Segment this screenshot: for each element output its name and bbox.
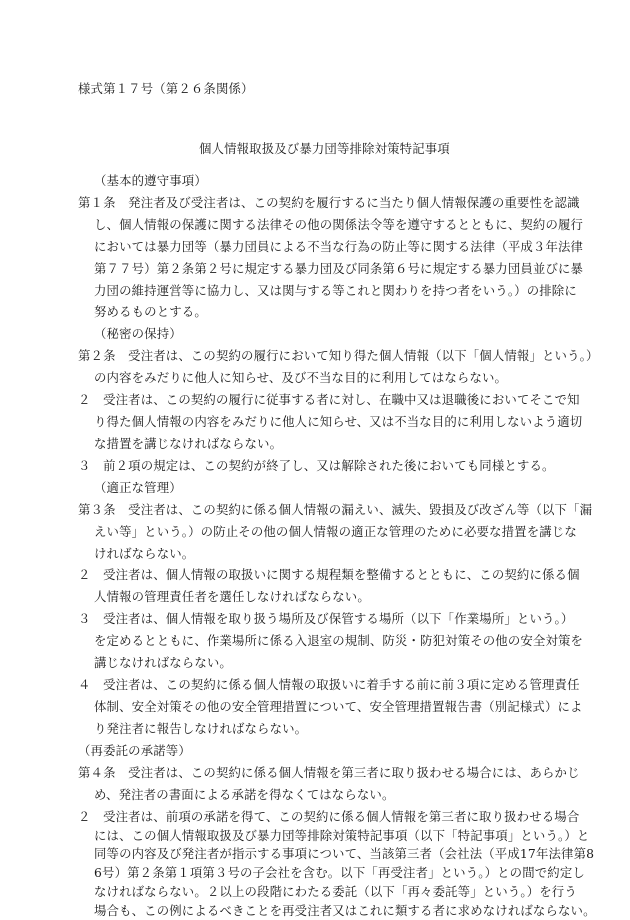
article-4-paragraph-line: 6号）第２条第１項第３号の子会社を含む。以下「再受注者」という。）との間で約定し xyxy=(94,865,585,881)
article-4-paragraph-line: 場合も、この例によるべきことを再受注者又はこれに類する者に求めなければならない。 xyxy=(94,902,596,918)
article-3-paragraph-line: ４ 受注者は、この契約に係る個人情報の取扱いに着手する前に前３項に定める管理責任 xyxy=(78,677,580,692)
article-2-paragraph-line: な措置を講じなければならない。 xyxy=(94,436,283,451)
article-1-line: 第１条 発注者及び受注者は、この契約を履行するに当たり個人情報保護の重要性を認識 xyxy=(78,195,580,210)
section-heading: （適正な管理） xyxy=(94,480,182,495)
article-1-line: 努めるものとする。 xyxy=(94,304,207,319)
article-3-paragraph-line: を定めるとともに、作業場所に係る入退室の規制、防災・防犯対策その他の安全対策を xyxy=(94,633,584,648)
article-4-paragraph-line: 同等の内容及び発注者が指示する事項について、当該第三者（会社法（平成17年法律第8 xyxy=(94,846,595,862)
section-heading: （再委託の承諾等） xyxy=(78,743,191,758)
article-2-paragraph-line: ２ 受注者は、この契約の履行に従事する者に対し、在職中又は退職後においてそこで知 xyxy=(78,392,580,407)
document-title: 個人情報取扱及び暴力団等排除対策特記事項 xyxy=(199,141,450,156)
article-3-line: 第３条 受注者は、この契約に係る個人情報の漏えい、滅失、毀損及び改ざん等（以下「漏 xyxy=(78,502,593,517)
form-number: 様式第１７号（第２６条関係） xyxy=(78,81,254,96)
article-2-paragraph-line: ３ 前２項の規定は、この契約が終了し、又は解除された後においても同様とする。 xyxy=(78,458,555,473)
article-4-line: め、発注者の書面による承諾を得なくてはならない。 xyxy=(94,787,395,802)
article-3-paragraph-line: 人情報の管理責任者を選任しなければならない。 xyxy=(94,589,370,604)
article-3-paragraph-line: 体制、安全対策その他の安全管理措置について、安全管理措置報告書（別記様式）によ xyxy=(94,699,583,714)
article-1-line: 第７７号）第２条第２号に規定する暴力団及び同条第６号に規定する暴力団員並びに暴 xyxy=(94,261,584,276)
article-2-line: 第２条 受注者は、この契約の履行において知り得た個人情報（以下「個人情報」という。） xyxy=(78,348,599,363)
article-3-paragraph-line: ２ 受注者は、個人情報の取扱いに関する規程類を整備するとともに、この契約に係る個 xyxy=(78,567,580,582)
article-1-line: し、個人情報の保護に関する法律その他の関係法令等を遵守するとともに、契約の履行 xyxy=(94,217,584,232)
article-1-line: 力団の維持運営等に協力し、又は関与する等これと関わりを持つ者をいう。）の排除に xyxy=(94,283,577,298)
article-2-paragraph-line: り得た個人情報の内容をみだりに他人に知らせ、又は不当な目的に利用しないよう適切 xyxy=(94,414,583,429)
article-4-line: 第４条 受注者は、この契約に係る個人情報を第三者に取り扱わせる場合には、あらかじ xyxy=(78,765,580,780)
article-3-paragraph-line: 講じなければならない。 xyxy=(94,655,232,670)
article-4-paragraph-line: ２ 受注者は、前項の承諾を得て、この契約に係る個人情報を第三者に取り扱わせる場合 xyxy=(78,809,580,824)
article-1-line: においては暴力団等（暴力団員による不当な行為の防止等に関する法律（平成３年法律 xyxy=(94,239,584,254)
section-heading: （秘密の保持） xyxy=(94,326,182,341)
article-3-line: ければならない。 xyxy=(94,546,195,561)
article-2-line: の内容をみだりに他人に知らせ、及び不当な目的に利用してはならない。 xyxy=(94,370,508,385)
article-3-paragraph-line: ３ 受注者は、個人情報を取り扱う場所及び保管する場所（以下「作業場所」という。） xyxy=(78,611,574,626)
section-heading: （基本的遵守事項） xyxy=(94,173,207,188)
article-4-paragraph-line: なければならない。２以上の段階にわたる委託（以下「再々委託等」という。）を行う xyxy=(94,883,577,899)
article-4-paragraph-line: には、この個人情報取扱及び暴力団等排除対策特記事項（以下「特記事項」という。）と xyxy=(94,827,590,843)
article-3-paragraph-line: り発注者に報告しなければならない。 xyxy=(94,721,308,736)
article-3-line: えい等」という。）の防止その他の個人情報の適正な管理のために必要な措置を講じな xyxy=(94,524,577,539)
